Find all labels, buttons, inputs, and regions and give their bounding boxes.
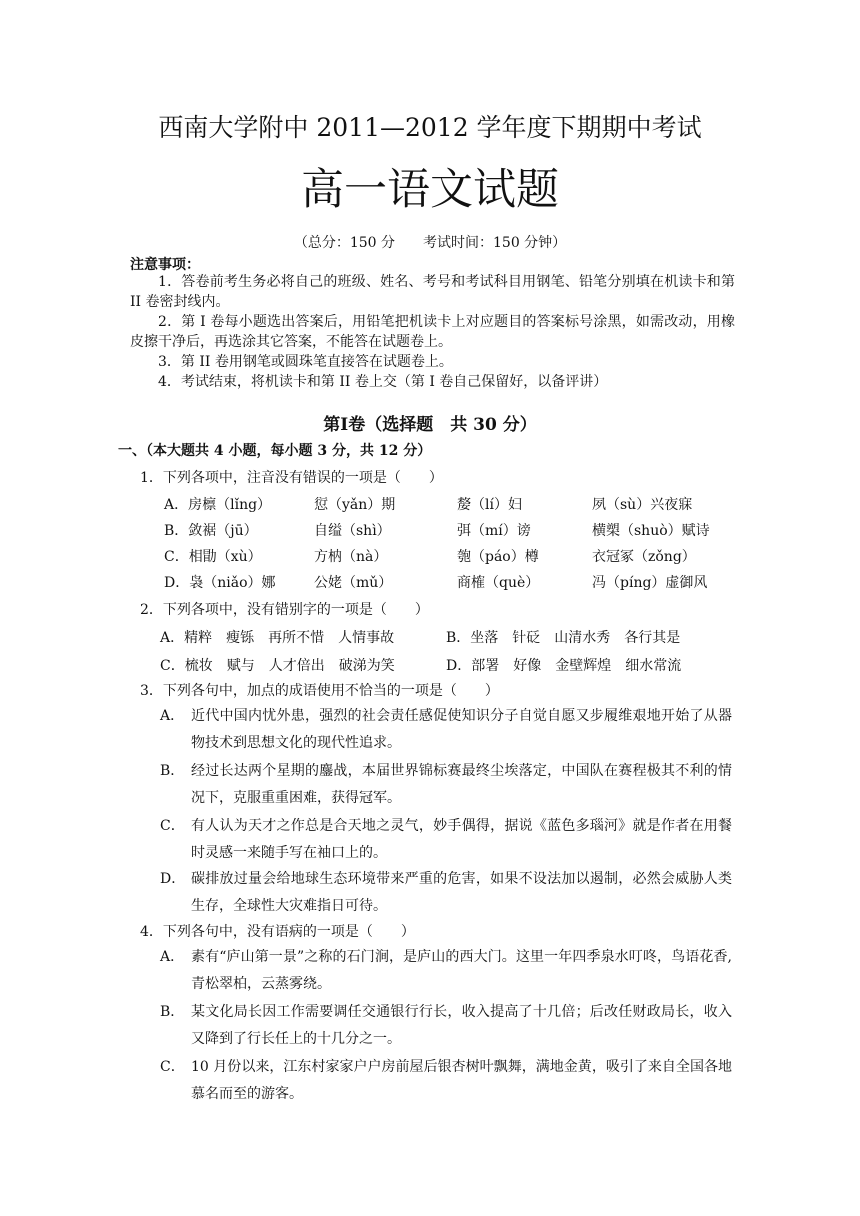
q1-c-item-2: 方枘（nà） — [314, 549, 388, 565]
notes-title: 注意事项： — [130, 257, 200, 273]
q1-option-d — [164, 572, 764, 592]
q4-a-text: 素有“庐山第一景”之称的石门涧，是庐山的西大门。这里一年四季泉水叮咚，鸟语花香,青松翠柏，云蒸雾绕。 — [191, 949, 732, 992]
exam-meta: （总分：150 分 考试时间：150 分钟） — [293, 235, 567, 251]
q4-c-text: 10 月份以来，江东村家家户户房前屋后银杏树叶飘舞，满地金黄，吸引了来自全国各地慕名而至的游客。 — [191, 1059, 732, 1102]
q3-stem: 3．下列各句中，加点的成语使用不恰当的一项是（ ） — [140, 683, 499, 699]
q3-option-a — [160, 703, 732, 757]
q4-option-b — [160, 999, 732, 1053]
q1-b-item-2: 自缢（shì） — [314, 523, 391, 539]
school-exam-line: 西南大学附中 2011—2012 学年度下期期中考试 — [158, 113, 702, 142]
q3-a-text: 近代中国内忧外患，强烈的社会责任感促使知识分子自觉自愿又步履维艰地开始了从器物技术到思想文化的现代性追求。 — [191, 708, 732, 751]
q1-a-item-2: 愆（yǎn）期 — [314, 497, 396, 513]
q3-d-text: 碳排放过量会给地球生态环境带来严重的危害，如果不设法加以遏制，必然会威胁人类生存，全球性大灾难指日可待。 — [191, 871, 732, 914]
q1-b-item-3: 弭（mí）谤 — [457, 523, 531, 539]
q3-c-label: C． — [160, 818, 185, 834]
q1-d-item-3: 商榷（què） — [457, 575, 540, 591]
section-title: 第Ⅰ卷（选择题 共 30 分） — [323, 415, 537, 435]
subject-title: 高一语文试题 — [301, 165, 559, 215]
q1-d-item-1: D．袅（niǎo）娜 — [164, 575, 276, 591]
q1-b-item-4: 横槊（shuò）赋诗 — [592, 523, 710, 539]
q1-option-b — [164, 520, 764, 540]
q4-b-label: B． — [160, 1004, 185, 1020]
q2-option-b: B．坐落 针砭 山清水秀 各行其是 — [446, 630, 681, 646]
note-item-3: 3．第 II 卷用钢笔或圆珠笔直接答在试题卷上。 — [158, 354, 453, 370]
q3-c-text: 有人认为天才之作总是合天地之灵气，妙手偶得，据说《蓝色多瑙河》就是作者在用餐时灵感一来随手写在袖口上的。 — [191, 818, 732, 861]
q1-stem: 1．下列各项中，注音没有错误的一项是（ ） — [140, 470, 443, 486]
q3-b-label: B． — [160, 763, 185, 779]
note-item-4: 4．考试结束，将机读卡和第 II 卷上交（第 I 卷自己保留好，以备评讲） — [158, 374, 608, 390]
q1-option-a — [164, 494, 764, 514]
q1-d-item-4: 冯（píng）虚御风 — [592, 575, 708, 591]
q4-option-a — [160, 944, 732, 998]
q2-option-d: D．部署 好像 金壁辉煌 细水常流 — [446, 658, 682, 674]
q4-a-label: A． — [160, 949, 185, 965]
q1-c-item-1: C．相勖（xù） — [164, 549, 262, 565]
q4-option-c — [160, 1054, 732, 1108]
q3-d-label: D． — [160, 871, 186, 887]
note-item-1: 1．答卷前考生务必将自己的班级、姓名、考号和考试科目用钢笔、铅笔分别填在机读卡和第 II 卷密封线内。 — [130, 274, 735, 310]
q1-c-item-3: 匏（páo）樽 — [457, 549, 539, 565]
q3-option-c — [160, 813, 732, 867]
q1-a-item-1: A．房檩（lǐng） — [164, 497, 272, 513]
q4-stem: 4．下列各句中，没有语病的一项是（ ） — [140, 924, 415, 940]
q1-option-c — [164, 546, 764, 566]
q1-a-item-3: 嫠（lí）妇 — [457, 497, 522, 513]
q3-b-text: 经过长达两个星期的鏖战，本届世界锦标赛最终尘埃落定，中国队在赛程极其不利的情况下，克服重重困难，获得冠军。 — [191, 763, 732, 806]
q1-a-item-4: 夙（sù）兴夜寐 — [592, 497, 693, 513]
note-item-2: 2．第 I 卷每小题选出答案后，用铅笔把机读卡上对应题目的答案标号涂黑，如需改动，用橡皮擦干净后，再选涂其它答案，不能答在试题卷上。 — [130, 314, 735, 350]
q2-option-c: C．梳妆 赋与 人才倍出 破涕为笑 — [160, 658, 395, 674]
q3-option-d — [160, 866, 732, 920]
q1-c-item-4: 衣冠冢（zǒng） — [592, 549, 696, 565]
q1-d-item-2: 公姥（mǔ） — [314, 575, 393, 591]
q4-c-label: C． — [160, 1059, 185, 1075]
q1-b-item-1: B．敛裾（jū） — [164, 523, 258, 539]
q2-stem: 2．下列各项中，没有错别字的一项是（ ） — [140, 602, 429, 618]
q2-option-a: A．精粹 瘦铄 再所不惜 人情事故 — [160, 630, 395, 646]
part-title: 一、（本大题共 4 小题，每小题 3 分，共 12 分） — [118, 443, 432, 459]
q4-b-text: 某文化局长因工作需要调任交通银行行长，收入提高了十几倍；后改任财政局长，收入又降到了行长任上的十几分之一。 — [191, 1004, 732, 1047]
q3-a-label: A． — [160, 708, 185, 724]
q3-option-b — [160, 758, 732, 812]
